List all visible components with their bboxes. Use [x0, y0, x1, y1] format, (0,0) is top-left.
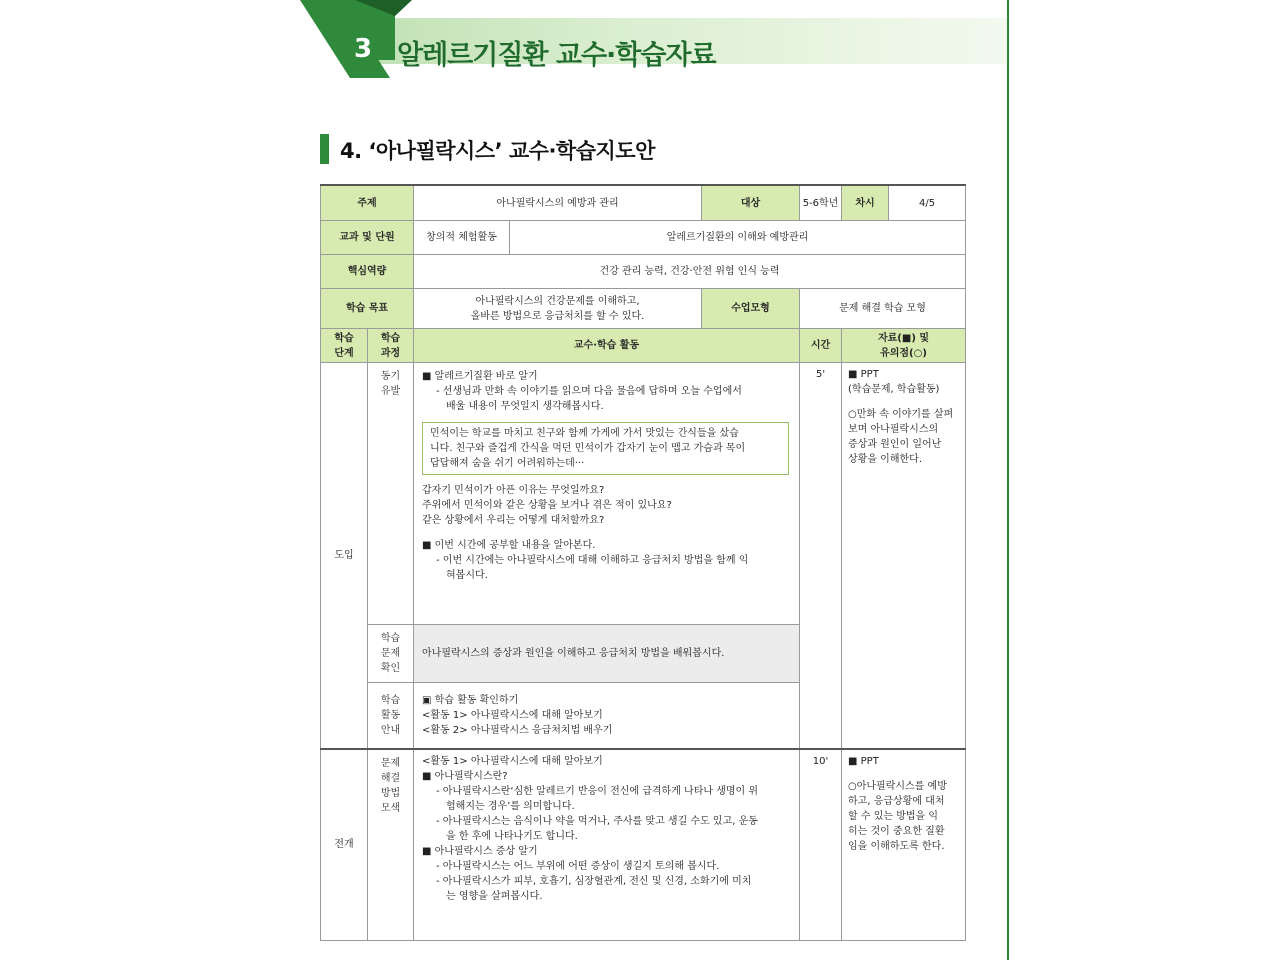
subject-value: 창의적 체험활동	[414, 221, 510, 255]
motivation-activity	[414, 363, 800, 625]
chapter-number: 3	[353, 34, 373, 64]
header-line: 유의점(○)	[880, 347, 927, 359]
development-time: 10'	[800, 749, 842, 941]
activity-detail: 는 영향을 살펴봅시다.	[446, 890, 543, 902]
target-label: 대상	[702, 185, 800, 221]
material-item: ■ PPT	[848, 755, 879, 767]
intro-stage: 도입	[321, 363, 368, 749]
step-line: 확인	[380, 663, 401, 674]
step-line: 방법	[380, 787, 401, 799]
activity-heading: <활동 1> 아나필락시스에 대해 알아보기	[422, 755, 603, 767]
question: 같은 상황에서 우리는 어떻게 대처할까요?	[422, 515, 605, 526]
activity-heading: ■ 아나필락시스란?	[422, 770, 508, 782]
competency-label: 핵심역량	[321, 255, 414, 289]
topic-value: 아나필락시스의 예방과 관리	[414, 185, 702, 221]
story-line: 답답해져 숨을 쉬기 어려워하는데···	[430, 458, 585, 469]
step-line: 학습	[380, 633, 401, 644]
activity-detail: 혀봅시다.	[446, 570, 488, 581]
note-line: ○아나필락시스를 예방	[848, 780, 947, 792]
activity-detail: - 이번 시간에는 아나필락시스에 대해 이해하고 응급처치 방법을 함께 익	[436, 555, 749, 566]
development-stage: 전개	[321, 749, 368, 941]
activity-detail: 험해지는 경우’를 의미합니다.	[446, 800, 575, 812]
activity-guide	[414, 683, 800, 749]
header-line: 과정	[380, 347, 401, 359]
target-value: 5-6학년	[802, 197, 839, 209]
section-marker	[320, 134, 329, 164]
header-line: 학습	[380, 332, 401, 344]
note-line: 하고, 응급상황에 대처	[848, 795, 945, 807]
activity-detail: - 아나필락시스란‘심한 알레르기 반응이 전신에 급격하게 나타나 생명이 위	[436, 785, 759, 797]
competency-value: 건강 관리 능력, 건강·안전 위험 인식 능력	[414, 255, 966, 289]
guide-line: <활동 2> 아나필락시스 응급처치법 배우기	[422, 724, 613, 736]
activity-column-header: 교수·학습 활동	[414, 329, 800, 363]
note-line: 증상과 원인이 일어난	[848, 439, 942, 450]
step-line: 문제	[380, 648, 401, 659]
development-materials	[842, 749, 966, 941]
problem-step	[368, 625, 414, 683]
intro-motivation-row	[321, 363, 966, 625]
step-line: 문제	[380, 757, 401, 769]
note-line: 할 수 있는 방법을 익	[848, 810, 939, 822]
subject-row	[321, 221, 966, 255]
material-item: (학습문제, 학습활동)	[848, 384, 940, 395]
comic-story-box	[422, 422, 789, 475]
activity-detail: - 아나필락시스는 어느 부위에 어떤 증상이 생길지 토의해 봅시다.	[436, 860, 720, 872]
development-activity	[414, 749, 800, 941]
step-line: 활동	[380, 709, 401, 721]
chapter-header	[300, 0, 1007, 78]
material-column-header	[842, 329, 966, 363]
model-value: 문제 해결 학습 모형	[800, 289, 966, 329]
activity-heading: ■ 알레르기질환 바로 알기	[422, 371, 538, 382]
question: 갑자기 민석이가 아픈 이유는 무엇일까요?	[422, 485, 605, 496]
goal-label: 학습 목표	[321, 289, 414, 329]
intro-materials	[842, 363, 966, 749]
activity-detail: 을 한 후에 나타나기도 합니다.	[446, 830, 578, 842]
guide-line: <활동 1> 아나필락시스에 대해 알아보기	[422, 709, 603, 721]
time-column-header: 시간	[800, 329, 842, 363]
session-cell	[842, 185, 966, 221]
goal-value	[414, 289, 702, 329]
note-line: 임을 이해하도록 한다.	[848, 840, 945, 852]
column-header-row	[321, 329, 966, 363]
session-value: 4/5	[918, 197, 936, 209]
header-line: 학습	[334, 332, 354, 344]
goal-row	[321, 289, 966, 329]
competency-row	[321, 255, 966, 289]
story-line: 민석이는 학교를 마치고 친구와 함께 가게에 가서 맛있는 간식들을 샀습	[430, 428, 739, 439]
note-line: 상황을 이해한다.	[848, 454, 922, 465]
question: 주위에서 민석이와 같은 상황을 보거나 겪은 적이 있나요?	[422, 500, 672, 511]
activity-heading: ■ 아나필락시스 증상 알기	[422, 845, 538, 857]
motivation-step	[368, 363, 414, 625]
note-line: 히는 것이 중요한 질환	[848, 825, 945, 837]
goal-line: 올바른 방법으로 응급처치를 할 수 있다.	[470, 310, 645, 322]
development-row	[321, 749, 966, 941]
story-line: 니다. 친구와 즐겁게 간식을 먹던 민석이가 갑자기 눈이 맵고 가슴과 목이	[430, 443, 746, 454]
activity-detail: - 아나필락시스가 피부, 호흡기, 심장혈관계, 전신 및 신경, 소화기에 미치	[436, 875, 752, 887]
activity-heading: ■ 이번 시간에 공부할 내용을 알아본다.	[422, 540, 596, 551]
note-line: ○만화 속 이야기를 살펴	[848, 409, 954, 420]
header-line: 단계	[334, 347, 354, 359]
header-line: 자료(■) 및	[877, 332, 930, 344]
step-line: 안내	[380, 724, 401, 736]
material-item: ■ PPT	[848, 369, 879, 380]
unit-value: 알레르기질환의 이해와 예방관리	[510, 221, 966, 255]
solution-step	[368, 749, 414, 941]
step-line: 학습	[380, 694, 401, 706]
step-line: 해결	[380, 772, 401, 784]
session-label: 차시	[842, 186, 889, 220]
learning-problem: 아나필락시스의 증상과 원인을 이해하고 응급처치 방법을 배워봅시다.	[414, 625, 800, 683]
step-line: 동기	[380, 371, 401, 382]
chapter-title: 알레르기질환 교수·학습자료	[397, 40, 716, 71]
guide-step	[368, 683, 414, 749]
subject-label: 교과 및 단원	[321, 221, 414, 255]
stage-column-header	[321, 329, 368, 363]
activity-detail: - 아나필락시스는 음식이나 약을 먹거나, 주사를 맞고 생길 수도 있고, 운동	[436, 815, 758, 827]
activity-detail: 배울 내용이 무엇일지 생각해봅시다.	[446, 401, 604, 412]
process-column-header	[368, 329, 414, 363]
goal-line: 아나필락시스의 건강문제를 이해하고,	[475, 295, 640, 307]
model-label: 수업모형	[702, 289, 800, 329]
step-line: 모색	[380, 802, 401, 814]
lesson-plan-table	[320, 184, 966, 941]
step-line: 유발	[380, 386, 401, 397]
target-cell	[800, 185, 842, 221]
guide-line: ▣ 학습 활동 확인하기	[422, 694, 519, 706]
topic-label: 주제	[321, 185, 414, 221]
note-line: 보며 아나필락시스의	[848, 424, 939, 435]
activity-detail: - 선생님과 만화 속 이야기를 읽으며 다음 물음에 답하며 오늘 수업에서	[436, 386, 742, 397]
topic-row	[321, 185, 966, 221]
section-title: 4. ‘아나필락시스’ 교수·학습지도안	[340, 139, 655, 163]
page-right-rule	[1007, 0, 1009, 960]
intro-time: 5'	[800, 363, 842, 749]
